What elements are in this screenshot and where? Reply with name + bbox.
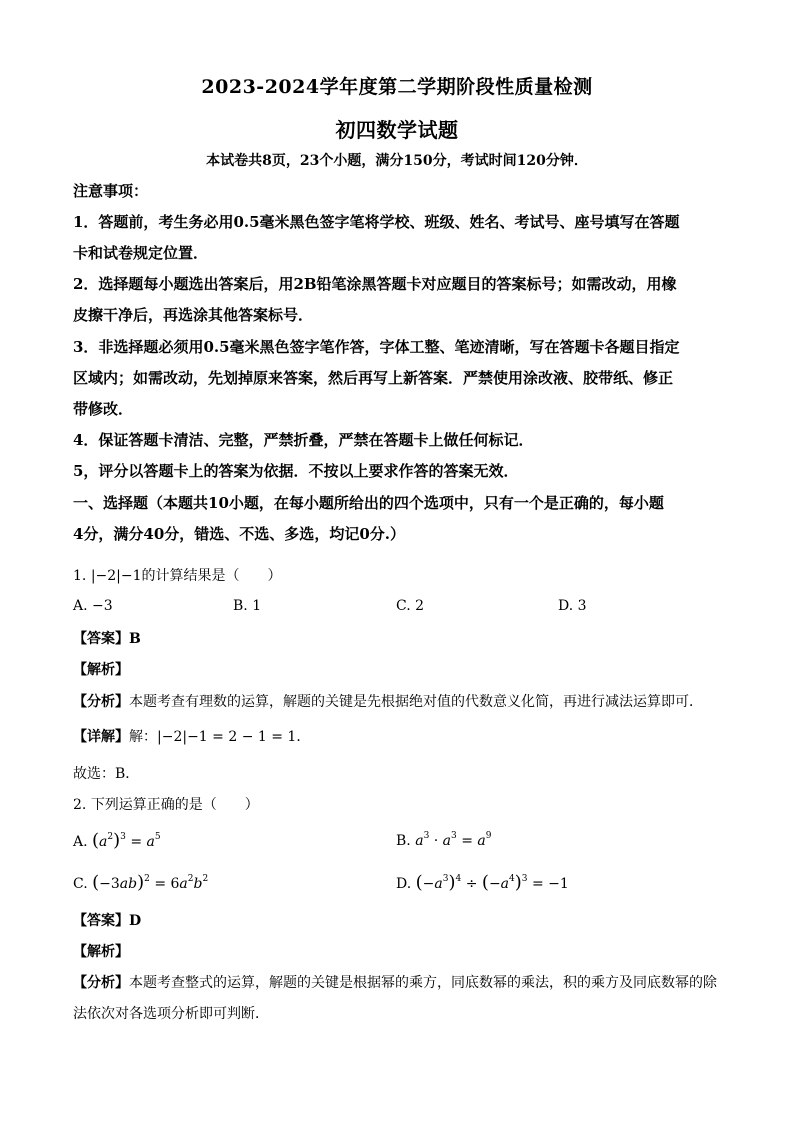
- answer-tag: 【答案】: [73, 913, 129, 929]
- note-line: 2．选择题每小题选出答案后，用2B铅笔涂黑答题卡对应题目的答案标号；如需改动，用橡: [73, 275, 677, 293]
- exam-subject: 初四数学试题: [335, 118, 459, 142]
- option-label: A.: [73, 834, 88, 850]
- fenxi-tag: 【分析】: [73, 694, 129, 710]
- note-line: 皮擦干净后，再选涂其他答案标号．: [73, 306, 314, 324]
- option-b: [396, 830, 491, 852]
- option-label: C.: [73, 876, 88, 892]
- answer-value: B: [129, 631, 141, 647]
- option-formula: $(-a^3)^4 \div (-a^4)^3 = -1$: [415, 872, 569, 893]
- option-b: B. 1: [233, 598, 262, 614]
- answer-line: [73, 628, 141, 650]
- question-2: [73, 794, 259, 816]
- option-label: B.: [396, 833, 411, 849]
- analysis-tag: 【解析】: [73, 662, 129, 678]
- note-line: 区域内；如需改动，先划掉原来答案，然后再写上新答案．严禁使用涂改液、胶带纸、修正: [73, 369, 674, 387]
- answer-tag: 【答案】: [73, 631, 129, 647]
- option-label: D.: [396, 876, 412, 892]
- fenxi-text: 本题考查整式的运算，解题的关键是根据幂的乘方，同底数幂的乘法，积的乘方及同底数幂的除: [129, 975, 717, 991]
- option-formula: $(-3ab)^2 = 6a^2b^2$: [92, 872, 209, 893]
- option-formula: $a^3 \cdot a^3 = a^9$: [415, 831, 492, 849]
- note-line: 1．答题前，考生务必用0.5毫米黑色签字笔将学校、班级、姓名、考试号、座号填写在答题: [73, 213, 680, 231]
- section-heading: 4分，满分40分，错选、不选、多选，均记0分.）: [73, 525, 405, 543]
- question-stem: 下列运算正确的是（ ）: [90, 797, 259, 813]
- exam-title: 2023-2024学年度第二学期阶段性质量检测: [201, 76, 593, 98]
- detail-line: [73, 726, 310, 748]
- option-a: [73, 830, 161, 853]
- option-d: [396, 872, 569, 895]
- question-number: 1.: [73, 568, 87, 584]
- detail-expression: |−2|−1 = 2 − 1 = 1．: [157, 729, 311, 745]
- question-number: 2.: [73, 797, 87, 813]
- note-line: 5，评分以答题卡上的答案为依据．不按以上要求作答的答案无效．: [73, 462, 519, 480]
- fenxi-tag: 【分析】: [73, 975, 129, 991]
- note-line: 4．保证答题卡清洁、完整，严禁折叠，严禁在答题卡上做任何标记．: [73, 431, 534, 449]
- analysis-line: [73, 972, 717, 994]
- note-line: 卡和试卷规定位置．: [73, 244, 209, 262]
- answer-value: D: [129, 913, 142, 929]
- option-a: A. −3: [73, 598, 113, 614]
- option-c: [73, 872, 208, 895]
- note-line: 3．非选择题必须用0.5毫米黑色签字笔作答，字体工整、笔迹清晰，写在答题卡各题目指定: [73, 338, 680, 356]
- analysis-line: [73, 691, 703, 713]
- question-stem: 的计算结果是（ ）: [141, 568, 282, 584]
- answer-line: [73, 910, 141, 932]
- option-c: C. 2: [396, 598, 425, 614]
- detail-tag: 【详解】: [73, 729, 129, 745]
- detail-prefix: 解：: [129, 729, 157, 745]
- option-d: D. 3: [558, 598, 587, 614]
- analysis-tag: 【解析】: [73, 944, 129, 960]
- section-heading: 一、选择题（本题共10小题，在每小题所给出的四个选项中，只有一个是正确的，每小题: [73, 494, 664, 512]
- note-line: 带修改．: [73, 400, 134, 418]
- question-expression: |−2|−1: [90, 568, 142, 584]
- analysis-line: 法依次对各选项分析即可判断．: [73, 1006, 269, 1022]
- exam-info: 本试卷共8页，23个小题，满分150分，考试时间120分钟．: [206, 153, 588, 169]
- question-1: [73, 565, 282, 587]
- option-formula: $(a^2)^3 = a^5$: [92, 830, 161, 851]
- choose-line: 故选：B．: [73, 766, 140, 782]
- fenxi-text: 本题考查有理数的运算，解题的关键是先根据绝对值的代数意义化简，再进行减法运算即可．: [129, 694, 703, 710]
- notes-heading: 注意事项：: [73, 182, 149, 200]
